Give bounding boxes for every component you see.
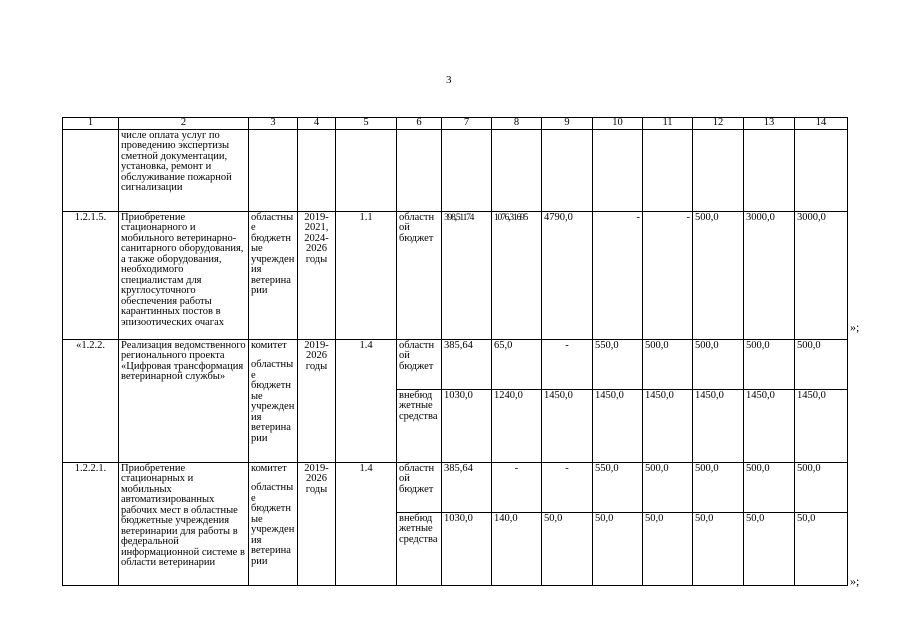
value-cell: 500,0 xyxy=(744,339,795,389)
col-header: 12 xyxy=(693,118,744,130)
value-cell: 500,0 xyxy=(693,339,744,389)
measure-number: «1.2.2. xyxy=(63,339,119,462)
col-header: 9 xyxy=(542,118,593,130)
measure-number: 1.2.2.1. xyxy=(63,462,119,585)
value-cell: - xyxy=(643,211,693,339)
value-cell: 385,64 xyxy=(442,462,492,512)
value-cell: 500,0 xyxy=(744,462,795,512)
executor-committee: комитет xyxy=(251,339,287,351)
value-cell: 500,0 xyxy=(795,462,848,512)
measure-name: числе оплата услуг по проведению экспертизы сметной документации, установка, ремонт и обслуживание пожарной сигнализации xyxy=(119,129,249,211)
col-header: 13 xyxy=(744,118,795,130)
col-header: 7 xyxy=(442,118,492,130)
value-cell: - xyxy=(542,339,593,389)
years: 2019-2026 годы xyxy=(298,462,336,585)
table-row-122-a xyxy=(63,339,848,389)
indicator-code: 1.4 xyxy=(336,462,397,585)
closing-quote-mark: »; xyxy=(850,574,860,588)
value-cell: - xyxy=(542,462,593,512)
value-cell: 50,0 xyxy=(542,512,593,585)
col-header: 4 xyxy=(298,118,336,130)
col-header: 11 xyxy=(643,118,693,130)
funding-source: областной бюджет xyxy=(397,211,442,339)
col-header: 8 xyxy=(492,118,542,130)
value-cell: 1240,0 xyxy=(492,389,542,462)
years: 2019-2021, 2024-2026 годы xyxy=(298,211,336,339)
value-cell: 1450,0 xyxy=(542,389,593,462)
table-row-continued xyxy=(63,129,848,211)
table-row-1221-a xyxy=(63,462,848,512)
value-cell: 4790,0 xyxy=(542,211,593,339)
page-number: 3 xyxy=(446,74,452,86)
value-cell: 500,0 xyxy=(643,339,693,389)
value-cell: 1450,0 xyxy=(643,389,693,462)
value-cell: 1030,0 xyxy=(442,389,492,462)
value-cell: 385,64 xyxy=(442,339,492,389)
value-cell: 50,0 xyxy=(593,512,643,585)
value-cell: 500,0 xyxy=(693,462,744,512)
executor: областные бюджетные учреждения ветеринарии xyxy=(249,211,298,339)
value-cell: 1450,0 xyxy=(744,389,795,462)
value-cell: 550,0 xyxy=(593,339,643,389)
value-cell: 550,0 xyxy=(593,462,643,512)
measure-name: Приобретение стационарных и мобильных автоматизированных рабочих мест в областные бюджетные учреждения ветеринарии для работы в федеральной информационной системе в области ветеринарии xyxy=(119,462,249,585)
value-cell: 500,0 xyxy=(693,211,744,339)
col-header: 3 xyxy=(249,118,298,130)
value-cell: 50,0 xyxy=(693,512,744,585)
col-header: 1 xyxy=(63,118,119,130)
indicator-code: 1.4 xyxy=(336,339,397,462)
funding-source: областной бюджет xyxy=(397,462,442,512)
value-cell: 50,0 xyxy=(643,512,693,585)
value-cell: 1030,0 xyxy=(442,512,492,585)
value-cell: 500,0 xyxy=(795,339,848,389)
measure-name: Приобретение стационарного и мобильного ветеринарно-санитарного оборудования, а также оборудования, необходимого специалистам для круглосуточного обеспечения работы карантинных постов в эпизоотических очагах xyxy=(119,211,249,339)
measure-name: Реализация ведомственного регионального проекта «Цифровая трансформация ветеринарной службы» xyxy=(119,339,249,462)
col-header: 2 xyxy=(119,118,249,130)
executor xyxy=(249,339,298,462)
years: 2019-2026 годы xyxy=(298,339,336,462)
col-header: 14 xyxy=(795,118,848,130)
value-cell: 3000,0 xyxy=(795,211,848,339)
value-cell: 140,0 xyxy=(492,512,542,585)
value-cell: 500,0 xyxy=(643,462,693,512)
value-cell: 50,0 xyxy=(744,512,795,585)
value-cell: 1450,0 xyxy=(593,389,643,462)
value-cell: - xyxy=(593,211,643,339)
executor-committee: комитет xyxy=(251,462,287,474)
executor xyxy=(249,462,298,585)
closing-quote-mark: »; xyxy=(850,320,860,334)
executor-institutions: областные бюджетные учреждения ветеринарии xyxy=(251,359,295,444)
value-cell: 65,0 xyxy=(492,339,542,389)
col-header: 6 xyxy=(397,118,442,130)
value-cell: 1450,0 xyxy=(795,389,848,462)
column-number-row xyxy=(63,118,848,130)
value-cell: 3000,0 xyxy=(744,211,795,339)
value-cell: 1076,31695 xyxy=(492,211,542,339)
indicator-code: 1.1 xyxy=(336,211,397,339)
measure-number: 1.2.1.5. xyxy=(63,211,119,339)
table-row-1215 xyxy=(63,211,848,339)
value-cell: 1450,0 xyxy=(693,389,744,462)
col-header: 5 xyxy=(336,118,397,130)
funding-source: внебюджетные средства xyxy=(397,512,442,585)
col-header: 10 xyxy=(593,118,643,130)
value-cell: 50,0 xyxy=(795,512,848,585)
executor-institutions: областные бюджетные учреждения ветеринарии xyxy=(251,482,295,567)
funding-source: областной бюджет xyxy=(397,339,442,389)
funding-source: внебюджетные средства xyxy=(397,389,442,462)
value-cell: 398,51174 xyxy=(442,211,492,339)
program-table xyxy=(62,117,848,586)
value-cell: - xyxy=(492,462,542,512)
